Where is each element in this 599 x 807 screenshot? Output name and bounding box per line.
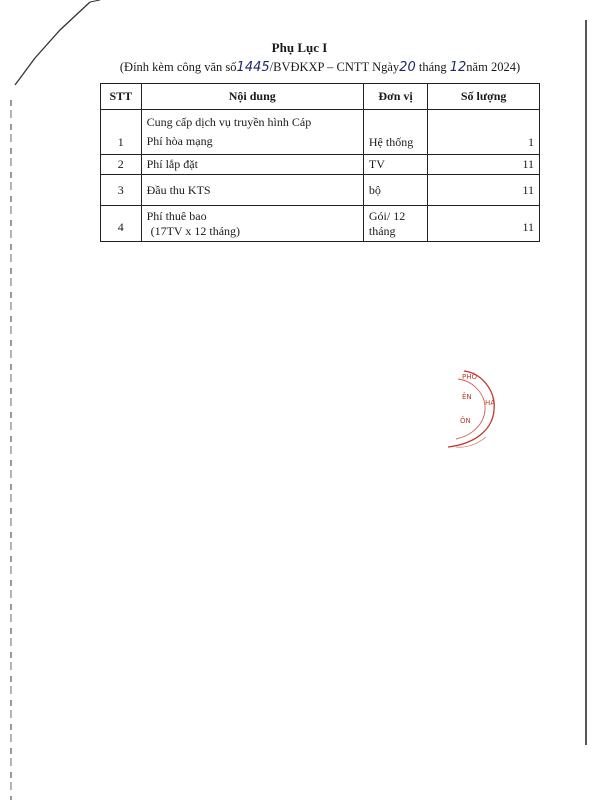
month-label: tháng — [418, 60, 447, 74]
page-subtitle — [0, 60, 599, 75]
row-content — [141, 206, 363, 242]
scan-left-margin-artifact — [10, 100, 12, 800]
row-quantity: 11 — [428, 175, 540, 206]
row-content: Đầu thu KTS — [141, 175, 363, 206]
row-content: Phí lắp đặt — [141, 155, 363, 175]
header-quantity: Số lượng — [428, 84, 540, 110]
header-unit: Đơn vị — [363, 84, 427, 110]
row-quantity: 11 — [428, 206, 540, 242]
row-content-line2: Phí hòa mạng — [146, 134, 213, 148]
subtitle-prefix: (Đính kèm công văn số — [119, 60, 237, 74]
handwritten-doc-number: 1445 — [236, 60, 270, 75]
handwritten-month: 12 — [449, 60, 467, 75]
row-quantity: 11 — [428, 155, 540, 175]
table-row — [101, 155, 540, 175]
stamp-fragment: ÔN — [460, 417, 471, 425]
row-unit: Gói/ 12 tháng — [363, 206, 427, 242]
row-unit: TV — [363, 155, 427, 175]
table-row — [101, 206, 540, 242]
table-row — [101, 175, 540, 206]
row-content-line1: Phí thuê bao — [146, 208, 207, 223]
appendix-table — [100, 83, 540, 242]
subtitle-mid: /BVĐKXP – CNTT Ngày — [269, 60, 400, 74]
stamp-fragment: HÀ — [485, 399, 496, 407]
handwritten-day: 20 — [399, 60, 416, 75]
year-suffix: năm 2024) — [466, 60, 521, 74]
row-content-line1: Cung cấp dịch vụ truyền hình Cáp — [146, 115, 312, 129]
row-content-line2: (17TV x 12 tháng) — [150, 223, 241, 238]
red-seal-stamp — [436, 365, 506, 455]
row-unit: bộ — [363, 175, 427, 206]
row-stt: 1 — [101, 110, 142, 155]
header-stt: STT — [101, 84, 142, 110]
row-stt: 4 — [101, 206, 142, 242]
stamp-fragment: PHÒ — [462, 373, 477, 381]
table-header-row — [101, 84, 540, 110]
row-stt: 2 — [101, 155, 142, 175]
page-title: Phụ Lục I — [271, 40, 328, 55]
row-content — [141, 110, 363, 155]
row-stt: 3 — [101, 175, 142, 206]
row-quantity: 1 — [428, 110, 540, 155]
header-content: Nội dung — [141, 84, 363, 110]
stamp-fragment: ÊN — [462, 393, 472, 401]
row-unit: Hệ thống — [363, 110, 427, 155]
scan-right-edge-artifact — [585, 20, 587, 745]
table-row — [101, 110, 540, 155]
